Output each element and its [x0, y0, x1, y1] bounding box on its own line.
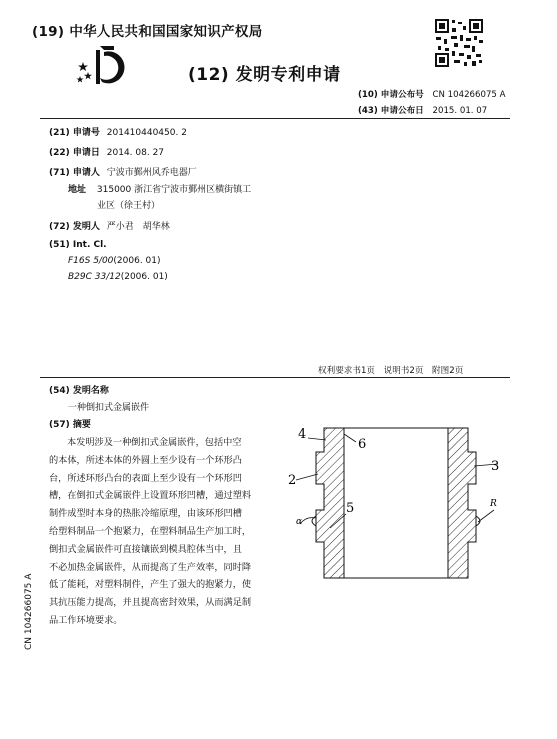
address-line-2: 业区（徐王村）	[97, 201, 161, 211]
title-label-text: (54) 发明名称	[49, 386, 109, 396]
ipc-entry	[68, 272, 168, 282]
abstract-line: 品工作环境要求。	[49, 614, 123, 626]
abstract-label	[49, 417, 91, 430]
address-line-1: 315000 浙江省宁波市鄞州区横街镇工	[96, 185, 252, 195]
invention-title: 一种倒扣式金属嵌件	[68, 403, 150, 413]
document-kind: (12) 发明专利申请	[188, 65, 341, 85]
abstract-line: 不必加热金属嵌件，从而提高了生产效率，同时降	[49, 561, 252, 573]
ipc-code: B29C 33/12	[68, 272, 121, 282]
abstract-line: 槽，在倒扣式金属嵌件上设置环形凹槽，通过塑料	[49, 490, 252, 502]
application-date-row	[49, 145, 164, 158]
ipc-entry	[68, 256, 161, 266]
application-number-row	[49, 125, 187, 138]
mid-divider	[40, 377, 510, 378]
figure-label: 4	[298, 427, 307, 442]
abstract-line: 倒扣式金属嵌件可直接镶嵌到模具腔体当中，且	[49, 543, 242, 555]
left-wall	[316, 428, 344, 578]
figure-label: 2	[288, 473, 297, 488]
right-wall	[448, 428, 476, 578]
intcl-label	[49, 240, 107, 250]
figure-label: R	[490, 499, 497, 509]
intcl-label-text: (51) Int. Cl.	[49, 240, 107, 250]
abstract-line: 的本体，所述本体的外圆上至少设有一个环形凸	[49, 454, 242, 466]
insert-cross-section-figure	[286, 418, 506, 588]
abstract-body	[49, 434, 281, 630]
abstract-line: 其抗压能力提高，并且提高密封效果，从而满足制	[49, 597, 252, 609]
address-row	[68, 182, 251, 195]
pub-date: 2015. 01. 07	[432, 106, 488, 116]
app-no-label: (21) 申请号	[49, 128, 100, 138]
cnipa-logo	[74, 42, 134, 90]
ipc-code: F16S 5/00	[68, 256, 114, 266]
address-label: 地址	[68, 185, 87, 195]
applicant: 宁波市鄞州风乔电器厂	[106, 168, 197, 178]
applicant-label: (71) 申请人	[49, 168, 100, 178]
pub-no: CN 104266075 A	[432, 90, 506, 100]
office-title: (19) 中华人民共和国国家知识产权局	[32, 24, 263, 40]
header-divider	[40, 118, 510, 119]
abstract-line: 低了能耗，对塑料制件，产生了强大的抱紧力，使	[49, 579, 252, 591]
figure-label: 5	[346, 501, 355, 516]
side-publication-number: CN 104266075 A	[24, 573, 34, 650]
inventor-row	[49, 219, 170, 232]
figure-label: α	[296, 517, 303, 527]
abstract-line: 本发明涉及一种倒扣式金属嵌件，包括中空	[67, 437, 242, 448]
ipc-version: (2006. 01)	[113, 256, 161, 266]
page-count-line: 权利要求书1页 说明书2页 附图2页	[318, 366, 464, 376]
abstract-line: 台，所述环形凸台的表面上至少设有一个环形凹	[49, 472, 242, 484]
abstract-line: 制件成型时本身的热胀冷缩原理，由该环形凹槽	[49, 508, 242, 520]
ipc-version: (2006. 01)	[120, 272, 168, 282]
title-label	[49, 383, 109, 396]
app-no: 201410440450. 2	[106, 128, 187, 138]
inventor-label: (72) 发明人	[49, 222, 100, 232]
figure-label: 6	[358, 437, 367, 452]
publication-number-row	[358, 88, 506, 100]
pub-date-label: (43) 申请公布日	[358, 106, 424, 116]
figure-label: 3	[491, 459, 500, 474]
qr-code	[434, 18, 484, 68]
applicant-row	[49, 165, 197, 178]
app-date: 2014. 08. 27	[106, 148, 165, 158]
abstract-label-text: (57) 摘要	[49, 420, 91, 430]
abstract-line: 给塑料制品一个抱紧力，在塑料制品生产加工时，	[49, 525, 252, 537]
inventors: 严小君 胡华林	[106, 222, 170, 232]
pub-no-label: (10) 申请公布号	[358, 90, 424, 100]
publication-date-row	[358, 104, 487, 116]
app-date-label: (22) 申请日	[49, 148, 100, 158]
